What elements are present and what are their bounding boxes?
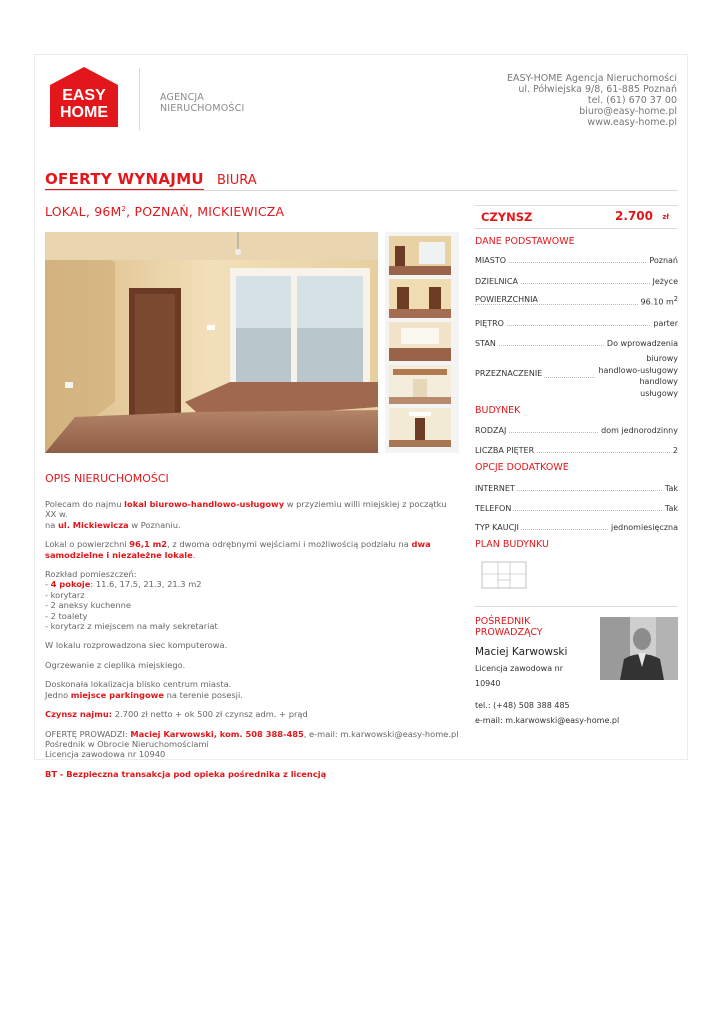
company-phone[interactable]: tel. (61) 670 37 00 bbox=[587, 95, 677, 106]
thumbnail-photo[interactable] bbox=[389, 408, 451, 447]
agent-photo bbox=[600, 617, 678, 680]
agency-tagline bbox=[160, 92, 244, 114]
building-heading: BUDYNEK bbox=[475, 405, 521, 416]
agent-heading: POŚREDNIK PROWADZĄCY bbox=[475, 616, 543, 638]
company-email[interactable]: biuro@easy-home.pl bbox=[579, 106, 677, 117]
detail-row-floor: PIĘTRO parter bbox=[475, 319, 678, 328]
plan-heading: PLAN BUDYNKU bbox=[475, 539, 549, 550]
detail-row-floor-count: LICZBA PIĘTER 2 bbox=[475, 446, 678, 455]
company-website[interactable]: www.easy-home.pl bbox=[587, 117, 677, 128]
options-heading: OPCJE DODATKOWE bbox=[475, 462, 569, 473]
description-body bbox=[45, 499, 460, 788]
thumbnail-photo[interactable] bbox=[389, 236, 451, 275]
logo-divider bbox=[139, 68, 140, 130]
detail-row-internet: INTERNET Tak bbox=[475, 484, 678, 493]
price-label: CZYNSZ bbox=[481, 210, 533, 224]
thumbnail-strip bbox=[385, 232, 459, 453]
description-heading: OPIS NIERUCHOMOŚCI bbox=[45, 472, 169, 485]
company-address: ul. Półwiejska 9/8, 61-885 Poznań bbox=[518, 84, 677, 95]
description-paragraph: Polecam do najmu lokal biurowo-handlowo-usługowy w przyziemiu willi miejskiej z początku XX w. na ul. Mickiewicza w Poznaniu. bbox=[45, 499, 447, 530]
logo-text-easy: EASY bbox=[62, 87, 106, 104]
detail-row-district: DZIELNICA Jeżyce bbox=[475, 277, 678, 286]
agency-line-2: NIERUCHOMOŚCI bbox=[160, 103, 245, 114]
thumbnail-photo[interactable] bbox=[389, 365, 451, 404]
thumbnail-photo[interactable] bbox=[389, 322, 451, 361]
price-value: 2.700 bbox=[615, 209, 653, 223]
detail-row-building-type: RODZAJ dom jednorodzinny bbox=[475, 426, 678, 435]
description-paragraph: Doskonała lokalizacja blisko centrum miasta. Jedno miejsce parkingowe na terenie posesji. bbox=[45, 679, 243, 700]
listing-title: LOKAL, $96M^2$, POZNAŃ, MICKIEWICZA bbox=[45, 204, 285, 219]
floor-plan-thumbnail[interactable] bbox=[476, 556, 532, 596]
detail-row-deposit: TYP KAUCJI jednomiesięczna bbox=[475, 523, 678, 532]
detail-row-phone: TELEFON Tak bbox=[475, 504, 678, 513]
safe-transaction-note: BT - Bezpieczna transakcja pod opieka pośrednika z licencją bbox=[45, 768, 327, 779]
rent-summary: Czynsz najmu: 2.700 zł netto + ok 500 zł czynsz adm. + prąd bbox=[45, 709, 308, 720]
price-box bbox=[475, 205, 678, 229]
offer-contact: OFERTĘ PROWADZI: Maciej Karwowski, kom. 508 388-485, e-mail: m.karwowski@easy-home.pl Pośrednik w Obrocie Nieruchomościami Licencja zawodowa nr 10940 bbox=[45, 728, 459, 760]
easy-home-logo[interactable] bbox=[46, 67, 122, 131]
agency-line-1: AGENCJA bbox=[160, 92, 204, 103]
description-paragraph: W lokalu rozprowadzona siec komputerowa. bbox=[45, 640, 228, 651]
section-title: OFERTY WYNAJMU bbox=[45, 170, 204, 191]
agent-license: Licencja zawodowa nr 10940 bbox=[475, 664, 563, 688]
company-name: EASY-HOME Agencja Nieruchomości bbox=[506, 73, 677, 84]
description-paragraph: Ogrzewanie z cieplika miejskiego. bbox=[45, 659, 186, 670]
title-divider bbox=[45, 190, 678, 191]
description-paragraph: Lokal o powierzchni 96,1 m2, z dwoma odrębnymi wejściami i możliwością podziału na dwa samodzielne i niezależne lokale. bbox=[45, 539, 431, 560]
detail-row-purpose: PRZEZNACZENIE biurowy handlowo-usługowy handlowy usługowy bbox=[475, 354, 678, 398]
thumbnail-photo[interactable] bbox=[389, 279, 451, 318]
agent-divider bbox=[475, 606, 678, 607]
agent-name: Maciej Karwowski bbox=[475, 646, 568, 658]
basic-data-heading: DANE PODSTAWOWE bbox=[475, 236, 575, 247]
agent-email[interactable]: e-mail: m.karwowski@easy-home.pl bbox=[475, 716, 620, 725]
rooms-list: Rozkład pomieszczeń: - 4 pokoje: 11.6, 17.5, 21.3, 21.3 m2 - korytarz - 2 aneksy kuchenne - 2 toalety - korytarz z miejscem na mały sekretariat bbox=[45, 569, 218, 632]
logo-text-home: HOME bbox=[60, 104, 108, 121]
detail-row-state: STAN Do wprowadzenia bbox=[475, 339, 678, 348]
category-label: BIURA bbox=[217, 173, 257, 188]
agent-phone[interactable]: tel.: (+48) 508 388 485 bbox=[475, 701, 570, 710]
main-photo[interactable] bbox=[45, 232, 378, 453]
detail-row-area: POWIERZCHNIA 96.10 $m^2$ bbox=[475, 295, 678, 307]
detail-row-city: MIASTO Poznań bbox=[475, 256, 678, 265]
company-contact bbox=[507, 73, 677, 128]
price-unit: zł bbox=[662, 213, 669, 221]
